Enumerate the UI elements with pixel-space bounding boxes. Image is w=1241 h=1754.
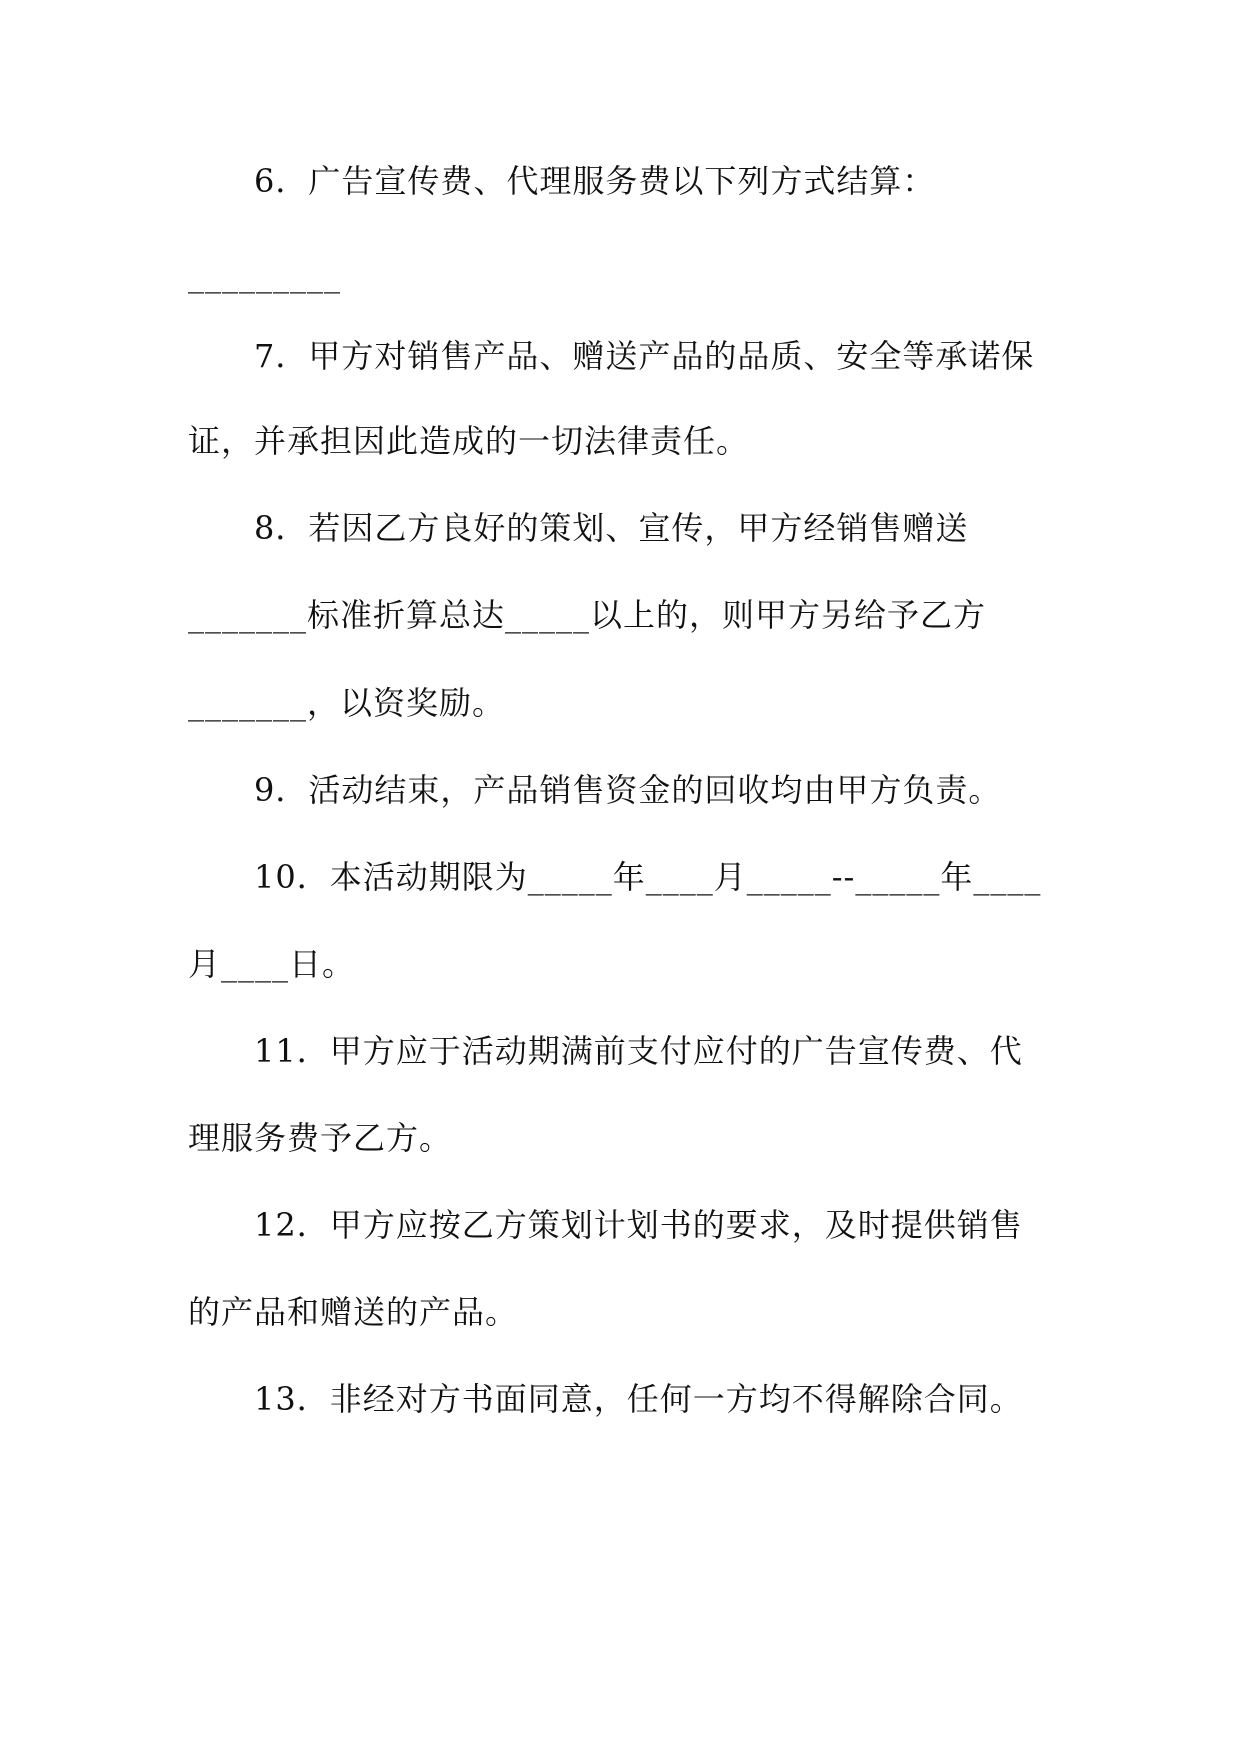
clause-8-line-1: 8．若因乙方良好的策划、宣传，甲方经销售赠送 [254, 509, 969, 547]
clause-11-line-2: 理服务费予乙方。 [188, 1119, 453, 1157]
clause-6-line-1: 6．广告宣传费、代理服务费以下列方式结算： [254, 162, 936, 200]
clause-7-line-1: 7．甲方对销售产品、赠送产品的品质、安全等承诺保 [254, 337, 1035, 375]
clause-9-line-1: 9．活动结束，产品销售资金的回收均由甲方负责。 [254, 771, 1002, 809]
clause-12-line-1: 12．甲方应按乙方策划计划书的要求，及时提供销售 [254, 1206, 1023, 1244]
clause-8-line-2: _______标准折算总达_____以上的，则甲方另给予乙方 [188, 596, 987, 634]
clause-10-line-2: 月____日。 [188, 945, 356, 983]
clause-6-blank-line: _________ [188, 256, 341, 294]
clause-12-line-2: 的产品和赠送的产品。 [188, 1293, 519, 1331]
clause-8-line-3: _______，以资奖励。 [188, 684, 506, 722]
clause-10-line-1: 10．本活动期限为_____年____月_____--_____年____ [254, 858, 1042, 896]
clause-7-line-2: 证，并承担因此造成的一切法律责任。 [188, 422, 750, 460]
clause-13-line-1: 13．非经对方书面同意，任何一方均不得解除合同。 [254, 1380, 1023, 1418]
clause-11-line-1: 11．甲方应于活动期满前支付应付的广告宣传费、代 [254, 1032, 1023, 1070]
